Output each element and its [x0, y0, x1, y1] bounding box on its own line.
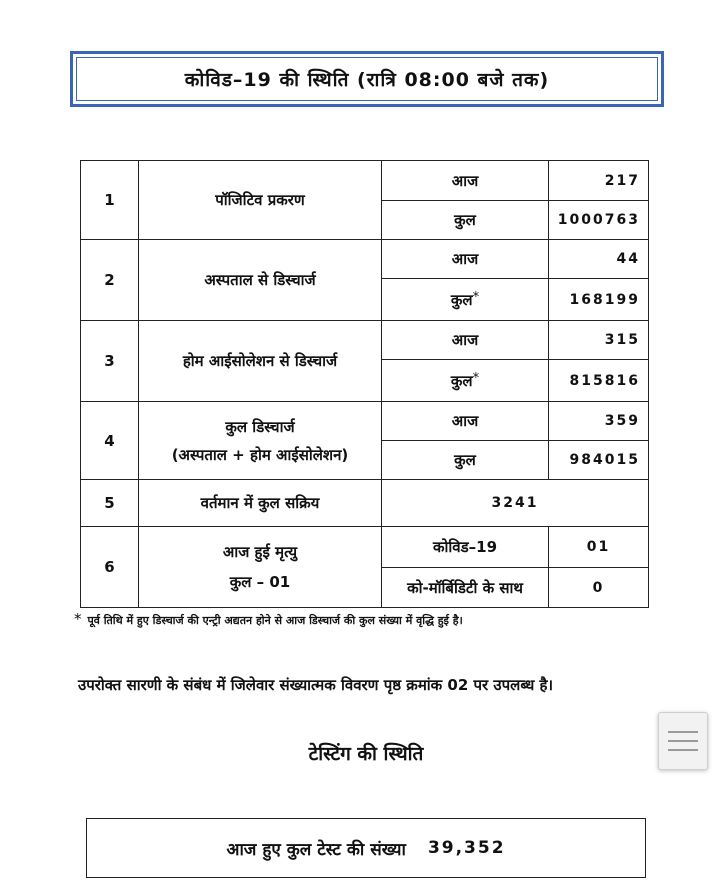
footnote	[74, 610, 694, 628]
row-label	[139, 402, 382, 480]
testing-heading: टेस्टिंग की स्थिति	[308, 743, 424, 765]
row-label-line2: कुल – 01	[229, 573, 291, 591]
row-label-line1: कुल डिस्चार्ज	[225, 417, 295, 436]
value-cell: 315	[549, 321, 649, 360]
value-cell: 217	[549, 161, 649, 201]
table-row	[81, 402, 649, 441]
district-note: उपरोक्त सारणी के संबंध में जिलेवार संख्यात्मक विवरण पृष्ठ क्रमांक 02 पर उपलब्ध है।	[78, 676, 554, 694]
table-row	[81, 480, 649, 527]
value-cell: 44	[549, 240, 649, 279]
test-count-value: 39,352	[427, 838, 506, 858]
row-label: पॉजिटिव प्रकरण	[139, 161, 382, 240]
hamburger-menu-icon	[668, 730, 698, 752]
footnote-star: *	[74, 610, 82, 628]
row-number: 2	[81, 240, 139, 321]
sub-label	[382, 161, 549, 201]
table-row	[81, 161, 649, 201]
table-row	[81, 240, 649, 279]
value-cell: 3241	[382, 480, 649, 527]
row-number: 5	[81, 480, 139, 527]
sub-label	[382, 527, 549, 568]
sub-label-text: कुल	[454, 451, 476, 469]
sub-label-text: आज	[451, 171, 479, 190]
asterisk-mark: *	[472, 370, 480, 386]
value-cell: 168199	[549, 279, 649, 321]
sub-label-text: आज	[451, 331, 479, 349]
test-count-label: आज हुए कुल टेस्ट की संख्या	[226, 839, 406, 860]
sub-label-text: कुल	[454, 211, 476, 229]
sub-label-text: आज	[451, 250, 479, 268]
sub-label	[382, 441, 549, 480]
table-row	[81, 527, 649, 568]
value-cell: 1000763	[549, 201, 649, 240]
row-number: 4	[81, 402, 139, 480]
sub-label-text: आज	[451, 412, 479, 430]
value-cell: 815816	[549, 360, 649, 402]
row-label: वर्तमान में कुल सक्रिय	[139, 480, 382, 527]
footnote-text: पूर्व तिथि में हुए डिस्चार्ज की एन्ट्री अद्यतन होने से आज डिस्चार्ज की कुल संख्या में वृद्धि हुई है।	[87, 614, 463, 627]
row-number: 1	[81, 161, 139, 240]
row-label	[139, 527, 382, 608]
row-label: अस्पताल से डिस्चार्ज	[139, 240, 382, 321]
title-box	[70, 51, 664, 107]
sub-label	[382, 279, 549, 321]
value-cell: 01	[549, 527, 649, 568]
menu-button[interactable]	[658, 712, 708, 770]
sub-label	[382, 201, 549, 240]
sub-label	[382, 321, 549, 360]
row-number: 6	[81, 527, 139, 608]
row-number: 3	[81, 321, 139, 402]
value-cell: 984015	[549, 441, 649, 480]
sub-label-text: को-मॉर्बिडिटी के साथ	[407, 578, 523, 597]
sub-label	[382, 240, 549, 279]
value-cell: 359	[549, 402, 649, 441]
sub-label	[382, 402, 549, 441]
row-label: होम आईसोलेशन से डिस्चार्ज	[139, 321, 382, 402]
sub-label-text: कोविड–19	[432, 538, 498, 556]
table-row	[81, 321, 649, 360]
page-title: कोविड–19 की स्थिति (रात्रि 08:00 बजे तक)	[76, 57, 658, 101]
sub-label-text: कुल	[450, 371, 473, 390]
row-label-line2: (अस्पताल + होम आईसोलेशन)	[171, 445, 349, 464]
sub-label	[382, 360, 549, 402]
sub-label-text: कुल	[450, 290, 473, 309]
covid-status-table	[80, 160, 649, 608]
row-label-line1: आज हुई मृत्यु	[222, 543, 298, 561]
sub-label	[382, 568, 549, 608]
test-count-box	[86, 818, 646, 878]
value-cell: 0	[549, 568, 649, 608]
asterisk-mark: *	[472, 289, 480, 305]
